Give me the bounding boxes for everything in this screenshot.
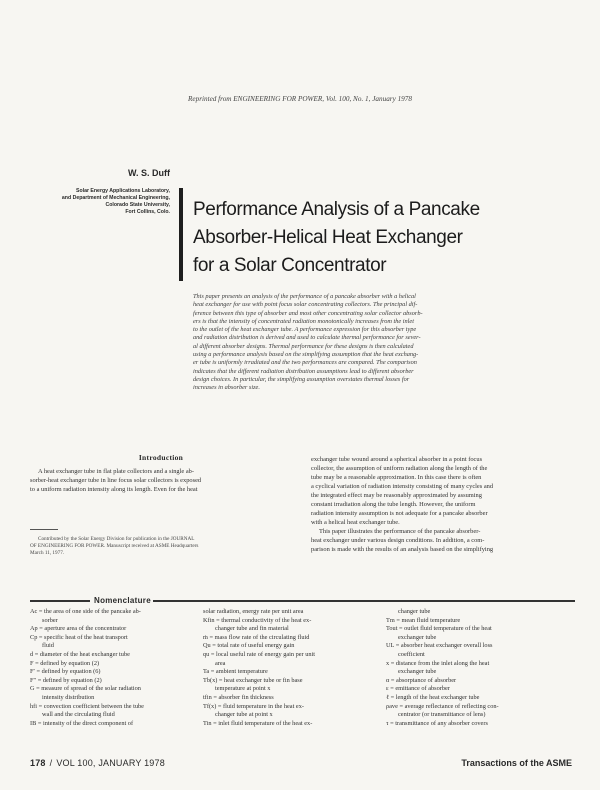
- nomenclature-entry: area: [215, 659, 226, 667]
- abstract-line: indicates that the different radiation distribution assumptions lead to different absorber: [193, 367, 414, 375]
- nomenclature-entry: changer tube: [398, 608, 431, 615]
- footnote-line: March 11, 1977.: [30, 550, 65, 556]
- abstract-line: heat exchanger for use with point focus solar concentrating collectors. The principal dif-: [193, 301, 418, 309]
- nomenclature-entry: intensity distribution: [42, 693, 95, 701]
- nomenclature-entry: Ap = aperture area of the concentrator: [30, 625, 127, 633]
- abstract-line: and radiation distribution is derived and used to calculate thermal performance for sever-: [193, 334, 421, 342]
- title-accent-bar: [179, 188, 183, 281]
- nomenclature-column-1: [30, 608, 195, 728]
- body-line: constant irradiation along the tube length. However, the uniform: [311, 501, 476, 508]
- nomenclature-entry: temperature at point x: [215, 685, 271, 693]
- nomenclature-entry: changer tube and fin material: [215, 625, 289, 633]
- nomenclature-entry: sorber: [42, 616, 58, 624]
- intro-column-1: [30, 467, 292, 494]
- nomenclature-entry: coefficient: [398, 650, 425, 658]
- nomenclature-entry: Cp = specific heat of the heat transport: [30, 633, 128, 641]
- section-heading-introduction: Introduction: [138, 453, 184, 462]
- abstract-line: to the outlet of the heat exchanger tube. A performance expression for this absorber type: [193, 326, 417, 334]
- footnote-line: Contributed by the Solar Energy Division for publication in the JOURNAL: [38, 536, 195, 542]
- footnote: [30, 536, 292, 557]
- nomenclature-entry: x = distance from the inlet along the heat: [386, 659, 490, 667]
- body-line: sorber-heat exchanger tube in line focus solar collectors is exposed: [30, 477, 202, 484]
- nomenclature-entry: Tout = outlet fluid temperature of the heat: [386, 625, 492, 633]
- abstract-line: using a performance analysis based on the simplifying assumption that the heat exchang-: [193, 351, 419, 359]
- nomenclature-entry: α = absorptance of absorber: [386, 676, 457, 684]
- nomenclature-entry: ρave = average reflectance of reflecting con-: [386, 702, 499, 710]
- title-line: Absorber-Helical Heat Exchanger: [193, 227, 463, 248]
- nomenclature-column-2: [203, 608, 373, 728]
- nomenclature-entry: changer tube at point x: [215, 711, 273, 719]
- nomenclature-entry: fluid: [42, 642, 54, 650]
- author-name: W. S. Duff: [128, 168, 170, 178]
- affiliation-line: Solar Energy Applications Laboratory,: [76, 188, 170, 194]
- reprint-line: Reprinted from ENGINEERING FOR POWER, Vol. 100, No. 1, January 1978: [188, 95, 412, 103]
- body-line: heat exchanger under various design conditions. In addition, a com-: [311, 537, 485, 544]
- nomenclature-rule-left: [30, 600, 90, 602]
- nomenclature-entry: F′ = defined by equation (6): [30, 668, 101, 676]
- nomenclature-entry: Ta = ambient temperature: [203, 668, 268, 676]
- body-line: to a uniform radiation intensity along its length. Even for the heat: [30, 486, 198, 493]
- nomenclature-entry: ℓ = length of the heat exchanger tube: [386, 693, 480, 701]
- nomenclature-entry: exchanger tube: [398, 633, 437, 641]
- nomenclature-entry: F″ = defined by equation (2): [30, 676, 102, 684]
- journal-name: Transactions of the ASME: [461, 758, 572, 768]
- paper-title: [193, 196, 553, 280]
- author-block: [40, 168, 170, 216]
- nomenclature-heading: Nomenclature: [94, 596, 151, 605]
- nomenclature-rule-right: [150, 600, 575, 602]
- abstract-line: al different absorber designs. Thermal performance for these designs is then calculated: [193, 342, 414, 350]
- volume-info: VOL 100, JANUARY 1978: [56, 758, 165, 768]
- nomenclature-header: [30, 596, 575, 606]
- body-line: the integrated effect may be reasonably approximated by assuming: [311, 492, 482, 499]
- nomenclature-entry: Ac = the area of one side of the pancake ab-: [30, 608, 141, 615]
- body-line: This paper illustrates the performance of the pancake absorber-: [319, 528, 481, 535]
- nomenclature-entry: Tm = mean fluid temperature: [386, 616, 461, 624]
- intro-column-2: [311, 455, 573, 554]
- body-line: A heat exchanger tube in flat plate collectors and a single ab-: [38, 468, 194, 475]
- affiliation-line: Colorado State University,: [105, 202, 170, 208]
- nomenclature-entry: tfin = absorber fin thickness: [203, 693, 274, 701]
- nomenclature-entry: Tb(x) = heat exchanger tube or fin base: [203, 676, 303, 684]
- title-line: for a Solar Concentrator: [193, 255, 387, 276]
- abstract-line: er tube is uniformly irradiated and the two performances are compared. The comparison: [193, 359, 417, 367]
- nomenclature-entry: hfi = convection coefficient between the tube: [30, 702, 144, 710]
- nomenclature-entry: τ = transmittance of any absorber covers: [386, 719, 488, 727]
- abstract-line: design choices. In particular, the simplifying assumption overstates thermal losses for: [193, 375, 410, 383]
- nomenclature-entry: wall and the circulating fluid: [42, 711, 115, 719]
- nomenclature-entry: Tf(x) = fluid temperature in the heat ex-: [203, 702, 304, 710]
- body-line: a cyclical variation of radiation intensity consisting of many cycles and: [311, 483, 494, 490]
- page-number: 178: [30, 758, 46, 768]
- footnote-rule: [30, 529, 58, 530]
- nomenclature-entry: ε = emittance of absorber: [386, 685, 450, 693]
- abstract-line: increases in absorber size.: [193, 384, 260, 392]
- nomenclature-entry: solar radiation, energy rate per unit area: [203, 608, 304, 615]
- title-line: Performance Analysis of a Pancake: [193, 199, 480, 220]
- nomenclature-entry: Kfin = thermal conductivity of the heat ex-: [203, 616, 312, 624]
- nomenclature-entry: qu = local useful rate of energy gain per unit: [203, 650, 316, 658]
- body-line: radiation intensity assumption is not adequate for a pancake absorber: [311, 510, 488, 517]
- body-line: exchanger tube wound around a spherical absorber in a point focus: [311, 456, 483, 463]
- abstract-line: ference between this type of absorber and most other concentrating solar collector absorb-: [193, 309, 423, 317]
- nomenclature-entry: F = defined by equation (2): [30, 659, 100, 667]
- nomenclature-column-3: [386, 608, 576, 728]
- nomenclature-entry: Tin = inlet fluid temperature of the heat ex-: [203, 719, 313, 727]
- footnote-line: OF ENGINEERING FOR POWER. Manuscript received at ASME Headquarters: [30, 543, 199, 549]
- nomenclature-entry: Qu = total rate of useful energy gain: [203, 642, 295, 650]
- body-line: parison is made with the results of an analysis based on the simplifying: [311, 546, 494, 553]
- affiliation-line: and Department of Mechanical Engineering,: [61, 195, 170, 201]
- nomenclature-entry: ṁ = mass flow rate of the circulating fluid: [203, 633, 310, 641]
- nomenclature-entry: d = diameter of the heat exchanger tube: [30, 650, 130, 658]
- footer-slash: /: [49, 758, 53, 768]
- abstract-line: This paper presents an analysis of the performance of a pancake absorber with a helical: [193, 293, 416, 300]
- abstract: [193, 293, 563, 393]
- body-line: tube may be a reasonable approximation. In this case there is often: [311, 474, 482, 481]
- nomenclature-entry: IB = intensity of the direct component of: [30, 719, 134, 727]
- abstract-line: ers is that the intensity of concentrated radiation monotonically increases from the inlet: [193, 317, 414, 325]
- body-line: collector, the assumption of uniform radiation along the length of the: [311, 465, 488, 472]
- affiliation-line: Fort Collins, Colo.: [125, 209, 170, 215]
- footer-left: [30, 758, 165, 768]
- nomenclature-entry: centrator (or transmittance of lens): [398, 711, 486, 719]
- nomenclature-entry: UL = absorber heat exchanger overall loss: [386, 642, 493, 650]
- body-line: with a helical heat exchanger tube.: [311, 519, 400, 526]
- nomenclature-entry: exchanger tube: [398, 668, 437, 676]
- nomenclature-entry: G = measure of spread of the solar radiation: [30, 685, 141, 693]
